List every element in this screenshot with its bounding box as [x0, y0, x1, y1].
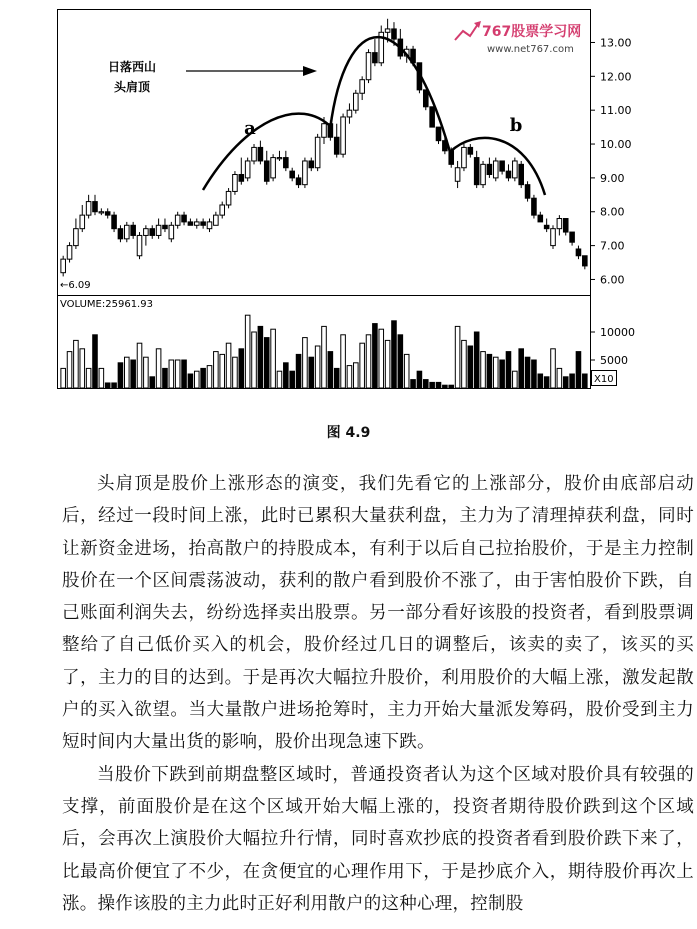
candle-body-down	[309, 161, 314, 168]
candle-body-down	[392, 29, 397, 39]
candle-body-down	[131, 225, 136, 235]
volume-bar	[513, 371, 518, 388]
candle-body-up	[175, 215, 180, 225]
candle-body-down	[296, 178, 301, 185]
volume-bar	[175, 360, 180, 388]
volume-bar	[506, 352, 511, 388]
volume-bar	[105, 383, 110, 388]
candle-body-down	[105, 212, 110, 215]
volume-bar	[544, 377, 549, 388]
price-tick-label: 11.00	[600, 104, 632, 118]
volume-bar	[99, 368, 104, 388]
candle	[398, 29, 403, 59]
candle	[455, 161, 460, 188]
candle	[379, 26, 384, 67]
volume-bar	[404, 354, 409, 388]
candle-body-up	[322, 124, 327, 138]
volume-bar	[125, 357, 130, 388]
candle-body-up	[67, 246, 72, 260]
candle-body-up	[194, 222, 199, 225]
candle-body-up	[277, 158, 282, 159]
volume-bar	[449, 385, 454, 388]
candle	[481, 161, 486, 188]
candle-body-down	[290, 171, 295, 178]
candle-body-up	[245, 161, 250, 178]
volume-bar	[417, 371, 422, 388]
volume-bar	[551, 349, 556, 388]
volume-bar	[226, 343, 231, 388]
volume-bar	[430, 382, 435, 388]
candle	[86, 195, 91, 219]
candle-body-down	[583, 256, 588, 266]
candle-body-up	[513, 161, 518, 178]
candle	[277, 151, 282, 161]
candle	[373, 39, 378, 66]
candle	[513, 158, 518, 182]
candle	[506, 164, 511, 181]
head-arc	[330, 37, 450, 152]
volume-label: VOLUME:25961.93	[60, 299, 153, 310]
candle	[99, 208, 104, 215]
candle	[354, 90, 359, 114]
figure-caption: 图 4.9	[326, 425, 371, 441]
price-axis	[590, 36, 632, 286]
candle	[163, 219, 168, 233]
candle	[220, 202, 225, 219]
candle-body-up	[455, 168, 460, 182]
candle-body-down	[563, 219, 568, 233]
candle	[462, 144, 467, 171]
volume-bar	[284, 363, 289, 388]
candle-body-up	[354, 93, 359, 110]
candle-body-down	[468, 147, 473, 154]
candle-body-up	[169, 225, 174, 239]
candle-body-down	[525, 185, 530, 199]
candle	[347, 103, 352, 123]
volume-bar	[423, 380, 428, 388]
watermark-trend-icon	[455, 24, 478, 40]
candle-body-down	[519, 164, 524, 184]
price-tick-label: 7.00	[600, 239, 625, 253]
candle	[500, 161, 505, 175]
candle-body-up	[125, 225, 130, 239]
candle	[188, 219, 193, 226]
candle-body-up	[347, 110, 352, 117]
candle-body-down	[538, 215, 543, 222]
candles-group	[61, 19, 587, 277]
candle-body-down	[506, 171, 511, 178]
volume-bar	[474, 332, 479, 388]
price-tick-label: 8.00	[600, 205, 625, 219]
candle-body-up	[271, 158, 276, 178]
price-tick-label: 6.00	[600, 273, 625, 287]
volume-bar	[220, 354, 225, 388]
candle	[430, 107, 435, 127]
volume-bar	[563, 377, 568, 388]
candle-body-down	[264, 161, 269, 181]
candle-body-up	[207, 222, 212, 229]
annotation-title-line2: 头肩顶	[113, 80, 151, 94]
volume-bar	[481, 352, 486, 388]
annotation-arrow-head	[303, 66, 317, 76]
volume-bar	[303, 338, 308, 388]
candle-body-up	[303, 161, 308, 185]
volume-bar	[411, 380, 416, 388]
candle	[61, 256, 66, 277]
volume-bar	[233, 357, 238, 388]
volume-bar	[258, 326, 263, 388]
volume-bar	[67, 352, 72, 388]
candle-body-down	[487, 164, 492, 174]
candle	[245, 158, 250, 182]
volume-bar	[182, 360, 187, 388]
candle-body-down	[201, 222, 206, 225]
volume-bar	[150, 377, 155, 388]
candle-body-down	[258, 147, 263, 161]
candle-body-up	[551, 229, 556, 246]
volume-bar	[576, 352, 581, 388]
candle	[131, 222, 136, 239]
candle-body-up	[137, 235, 142, 255]
volume-bar	[493, 357, 498, 388]
left-shoulder-label: a	[244, 118, 256, 139]
candle	[271, 154, 276, 181]
candle	[137, 232, 142, 259]
candle-body-down	[430, 107, 435, 127]
volume-bar	[86, 368, 91, 388]
price-tick-label: 12.00	[600, 70, 632, 84]
candle-body-down	[163, 225, 168, 228]
volume-bar	[379, 329, 384, 388]
volume-bar	[328, 352, 333, 388]
volume-bar	[468, 346, 473, 388]
volume-tick-label: 10000	[600, 326, 635, 339]
candle-body-down	[532, 198, 537, 215]
volume-bar	[252, 332, 257, 388]
volume-bar	[487, 354, 492, 388]
volume-bar	[93, 335, 98, 388]
candle	[341, 114, 346, 158]
candle	[493, 158, 498, 182]
volume-bar	[207, 366, 212, 388]
candle-body-down	[474, 158, 479, 185]
candle	[201, 219, 206, 229]
candle	[583, 256, 588, 270]
candle	[563, 219, 568, 236]
paragraph-2: 当股价下跌到前期盘整区域时，普通投资者认为这个区域对股价具有较强的支撑，前面股价是在这个区域开始大幅上涨的，投资者期待股价跌到这个区域后，会再次上演股价大幅拉升行情，同时喜欢抄底的投资者看到股价跌下来了，比最高价便宜了不少，在贪便宜的心理作用下，于是抄底介入，期待股价再次上涨。操作该股的主力此时正好利用散户的这种心理，控制股	[62, 764, 694, 914]
candle	[360, 76, 365, 100]
candle-body-down	[182, 215, 187, 222]
candle	[258, 141, 263, 165]
volume-bar	[373, 324, 378, 388]
volume-bar	[156, 349, 161, 388]
candle	[290, 168, 295, 182]
volume-bar	[315, 346, 320, 388]
watermark-name: 767股票学习网	[482, 24, 582, 40]
candle-body-up	[341, 117, 346, 154]
right-shoulder-label: b	[509, 115, 523, 136]
candle-body-up	[144, 229, 149, 236]
volume-bar	[538, 374, 543, 388]
volume-bar	[80, 349, 85, 388]
volume-bar	[360, 343, 365, 388]
volume-bar	[341, 335, 346, 388]
candle	[436, 127, 441, 144]
volume-bar	[354, 363, 359, 388]
volume-bar	[277, 371, 282, 388]
candle	[175, 212, 180, 229]
candle	[207, 219, 212, 233]
volume-bar	[201, 368, 206, 388]
candlestick-chart	[0, 0, 697, 400]
candle	[169, 222, 174, 242]
candle	[150, 225, 155, 239]
volume-bar	[583, 374, 588, 388]
volume-axis	[590, 326, 635, 367]
watermark-logo	[455, 21, 581, 55]
candle-body-down	[112, 215, 117, 229]
candle-body-down	[423, 90, 428, 107]
volume-bar	[245, 315, 250, 388]
volume-bar	[347, 366, 352, 388]
candle-body-up	[481, 164, 486, 184]
candle	[334, 124, 339, 158]
watermark-url: www.net767.com	[487, 44, 574, 55]
candle-body-down	[188, 222, 193, 225]
volume-bar	[557, 368, 562, 388]
candle-body-down	[449, 151, 454, 165]
volume-bar	[112, 383, 117, 388]
candle	[74, 219, 79, 249]
candle	[551, 225, 556, 249]
candle	[156, 219, 161, 239]
candle	[570, 232, 575, 246]
volume-bar	[290, 371, 295, 388]
candle	[233, 171, 238, 195]
candle-body-up	[220, 205, 225, 215]
volume-tick-label: 5000	[600, 354, 628, 367]
candle	[525, 181, 530, 201]
candle-body-down	[93, 202, 98, 212]
start-price-marker: ←6.09	[60, 280, 91, 291]
candle	[315, 134, 320, 171]
candle-body-up	[360, 80, 365, 94]
candle-body-up	[86, 202, 91, 216]
candle-body-down	[436, 127, 441, 141]
candle	[544, 219, 549, 233]
volume-bars-group	[61, 315, 587, 388]
price-tick-label: 10.00	[600, 138, 632, 152]
volume-bar	[436, 382, 441, 388]
candle	[296, 175, 301, 189]
candle	[252, 144, 257, 164]
candle	[214, 212, 219, 226]
candle	[239, 158, 244, 185]
candle-body-up	[385, 29, 390, 32]
volume-bar	[264, 338, 269, 388]
volume-bar	[214, 352, 219, 388]
candle	[105, 208, 110, 218]
article-body	[62, 468, 694, 920]
candle	[144, 225, 149, 245]
candle-body-down	[576, 249, 581, 256]
candle	[284, 151, 289, 171]
volume-bar	[61, 368, 66, 388]
candle-body-up	[366, 53, 371, 80]
candle-body-down	[570, 232, 575, 242]
volume-bar	[392, 321, 397, 388]
candle	[80, 205, 85, 232]
candle	[532, 195, 537, 219]
volume-bar	[366, 335, 371, 388]
candle-body-up	[315, 137, 320, 167]
volume-bar	[239, 349, 244, 388]
candle-body-up	[99, 212, 104, 213]
candle-body-up	[493, 161, 498, 178]
annotation-title-line1: 日落西山	[107, 60, 157, 74]
candle-body-up	[226, 191, 231, 205]
paragraph-1: 头肩顶是股价上涨形态的演变，我们先看它的上涨部分，股价由底部启动后，经过一段时间上涨，此时已累积大量获利盘，主力为了清理掉获利盘，同时让新资金进场，抬高散户的持股成本，有利于以后自己拉抬股价，于是主力控制股价在一个区间震荡波动，获利的散户看到股价不涨了，由于害怕股价下跌，自己账面利润失去，纷纷选择卖出股票。另一部分看好该股的投资者，看到股票调整给了自己低价买入的机会，股价经过几日的调整后，该卖的卖了，该买的买了，主力的目的达到。于是再次大幅拉升股价，利用股价的大幅上涨，激发起散户的买入欲望。当大量散户进场抢筹时，主力开始大量派发筹码，股价受到主力短时间内大量出货的影响，股价出现急速下跌。	[62, 474, 694, 753]
volume-bar	[271, 329, 276, 388]
candle	[309, 158, 314, 172]
candle-body-up	[214, 215, 219, 225]
candle	[557, 215, 562, 235]
volume-bar	[137, 343, 142, 388]
volume-bar	[462, 340, 467, 388]
volume-bar	[322, 326, 327, 388]
volume-bar	[194, 371, 199, 388]
volume-bar	[519, 349, 524, 388]
candle-body-down	[150, 229, 155, 236]
volume-bar	[500, 360, 505, 388]
volume-bar	[334, 368, 339, 388]
volume-bar	[74, 340, 79, 388]
candle	[468, 144, 473, 158]
candle	[519, 161, 524, 188]
volume-bar	[525, 357, 530, 388]
candle-body-up	[74, 229, 79, 246]
volume-bar	[570, 374, 575, 388]
candle	[93, 195, 98, 215]
candle-body-down	[239, 175, 244, 182]
candle-body-down	[500, 161, 505, 171]
volume-bar	[144, 357, 149, 388]
candle	[487, 158, 492, 178]
volume-bar	[296, 354, 301, 388]
candle-body-up	[557, 219, 562, 229]
candle-body-down	[118, 229, 123, 239]
candle	[576, 246, 581, 260]
candle-body-up	[252, 147, 257, 161]
candle	[112, 212, 117, 232]
price-tick-label: 9.00	[600, 171, 625, 185]
volume-bar	[163, 368, 168, 388]
volume-bar	[169, 360, 174, 388]
volume-bar	[309, 357, 314, 388]
candle-body-down	[284, 158, 289, 168]
candle	[67, 242, 72, 262]
candle	[303, 158, 308, 188]
candle	[366, 49, 371, 83]
volume-bar	[385, 340, 390, 388]
volume-bar	[131, 360, 136, 388]
candle	[264, 151, 269, 185]
candle	[474, 151, 479, 188]
candle-body-up	[462, 147, 467, 167]
candle-body-up	[233, 175, 238, 192]
candle	[125, 222, 130, 242]
candle-body-down	[544, 225, 549, 228]
candle-body-up	[61, 259, 66, 273]
candle	[423, 90, 428, 110]
volume-bar	[398, 335, 403, 388]
candle	[194, 219, 199, 229]
candle-body-down	[334, 137, 339, 154]
volume-unit-label: X10	[594, 374, 614, 385]
volume-bar	[443, 385, 448, 388]
candle	[226, 188, 231, 208]
candle	[538, 212, 543, 222]
candle-body-up	[80, 215, 85, 229]
candle	[118, 225, 123, 242]
volume-bar	[455, 326, 460, 388]
price-tick-label: 13.00	[600, 36, 632, 50]
candle	[182, 212, 187, 226]
volume-bar	[118, 363, 123, 388]
candle-body-down	[373, 53, 378, 63]
volume-bar	[188, 374, 193, 388]
candle-body-up	[156, 225, 161, 235]
volume-bar	[532, 360, 537, 388]
